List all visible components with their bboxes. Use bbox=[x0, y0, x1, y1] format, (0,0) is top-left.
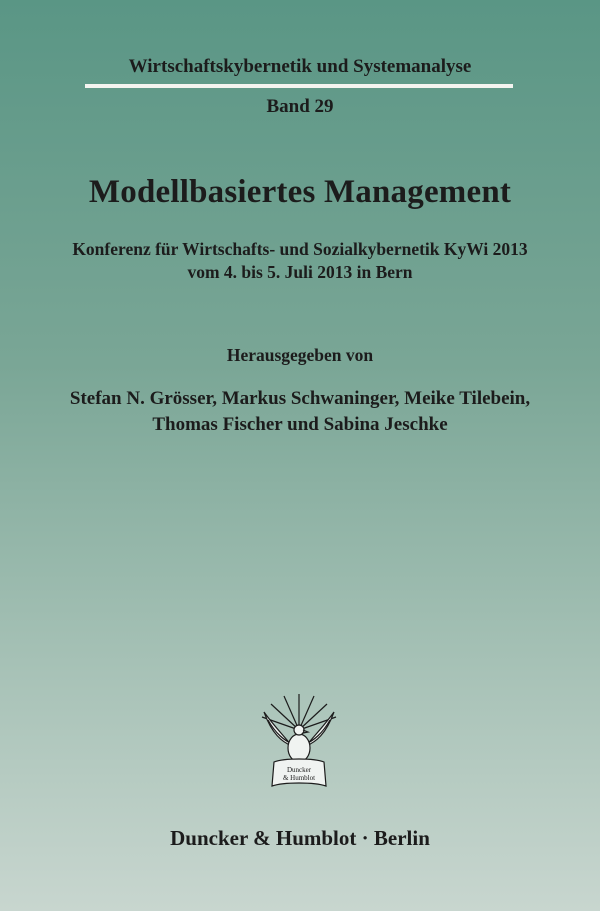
editor-line: Stefan N. Grösser, Markus Schwaninger, Meike Tilebein, bbox=[69, 388, 531, 409]
book-subtitle bbox=[0, 238, 600, 284]
volume-number: Band 29 bbox=[266, 96, 334, 117]
series-divider bbox=[85, 84, 513, 88]
logo-text-line: Duncker bbox=[286, 766, 312, 774]
subtitle-line: vom 4. bis 5. Juli 2013 in Bern bbox=[187, 262, 413, 282]
editor-line: Thomas Fischer und Sabina Jeschke bbox=[152, 414, 448, 435]
publisher-imprint: Duncker & Humblot · Berlin bbox=[170, 826, 430, 850]
eagle-logo-icon bbox=[254, 690, 344, 794]
subtitle-line: Konferenz für Wirtschafts- und Sozialkybernetik KyWi 2013 bbox=[72, 239, 528, 259]
series-title: Wirtschaftskybernetik und Systemanalyse bbox=[128, 56, 472, 77]
book-title: Modellbasiertes Management bbox=[88, 174, 512, 210]
logo-text-line: & Humblot bbox=[282, 774, 316, 782]
editor-label: Herausgegeben von bbox=[226, 345, 374, 365]
editor-names bbox=[0, 386, 600, 438]
